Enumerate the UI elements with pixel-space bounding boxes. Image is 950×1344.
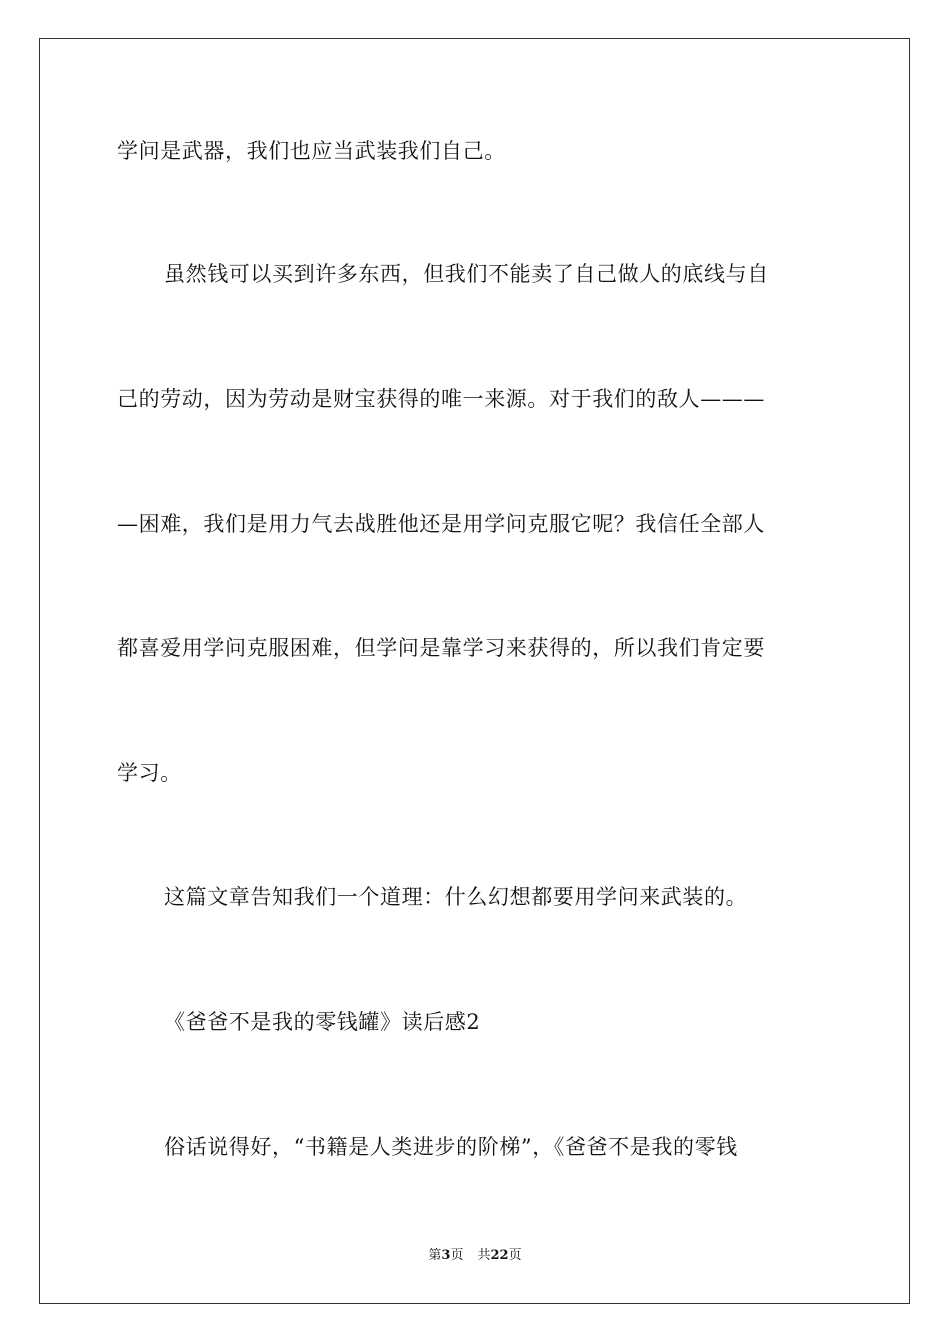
page-suffix: 页	[450, 1248, 464, 1263]
body-text-line: 都喜爱用学问克服困难，但学问是靠学习来获得的，所以我们肯定要	[117, 636, 765, 660]
current-page-number: 3	[441, 1248, 451, 1263]
page-prefix: 第	[428, 1248, 442, 1263]
total-suffix: 页	[508, 1248, 522, 1263]
body-text-line: 这篇文章告知我们一个道理：什么幻想都要用学问来武装的。	[164, 885, 748, 909]
total-prefix: 共	[477, 1248, 491, 1263]
total-page-count: 22	[490, 1248, 509, 1263]
body-text-line: —困难，我们是用力气去战胜他还是用学问克服它呢？我信任全部人	[117, 512, 765, 536]
body-text-line: 己的劳动，因为劳动是财宝获得的唯一来源。对于我们的敌人———	[117, 387, 765, 411]
body-text-line: 虽然钱可以买到许多东西，但我们不能卖了自己做人的底线与自	[164, 262, 769, 286]
page-footer	[0, 1247, 950, 1265]
body-text-line: 俗话说得好，“书籍是人类进步的阶梯”，《爸爸不是我的零钱	[164, 1135, 738, 1159]
body-text-line: 学习。	[117, 761, 182, 785]
page-border	[39, 38, 910, 1304]
section-heading: 《爸爸不是我的零钱罐》读后感2	[164, 1010, 481, 1034]
body-text-line: 学问是武器，我们也应当武装我们自己。	[117, 139, 506, 163]
